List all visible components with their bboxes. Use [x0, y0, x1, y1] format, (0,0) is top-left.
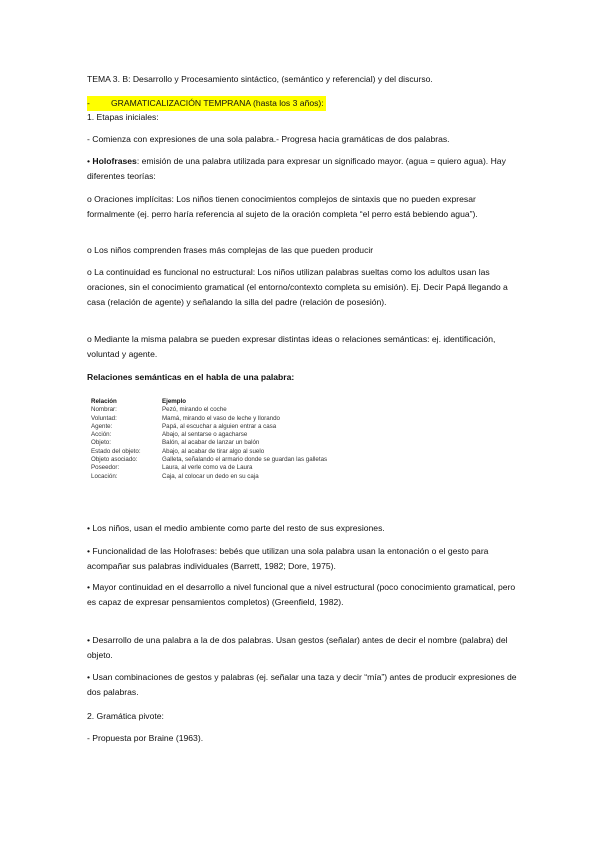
column-header: Ejemplo [162, 398, 187, 405]
bullet-funcionalidad-holofrases: • Funcionalidad de las Holofrases: bebés que utilizan una sola palabra usan la entonación o el gesto para acompañar sus palabras individuales (Barrett, 1982; Dore, 1975). [87, 546, 489, 571]
paragraph-intro: - Comienza con expresiones de una sola palabra.- Progresa hacia gramáticas de dos palabras. [87, 134, 450, 144]
section-heading-highlighted [87, 96, 326, 111]
holofrases-definition: : emisión de una palabra utilizada para expresar un significado mayor. (agua = quiero agua). Hay diferentes teorías: [87, 156, 506, 181]
relation-cell: Voluntad: [91, 414, 117, 422]
semantic-relations-table [91, 398, 402, 481]
document-title: TEMA 3. B: Desarrollo y Procesamiento sintáctico, (semántico y referencial) y del discurso. [87, 74, 433, 84]
table-row [91, 448, 402, 456]
table-row [91, 423, 402, 431]
table-row [91, 415, 402, 423]
relation-cell: Acción: [91, 431, 112, 439]
example-cell: Mamá, mirando el vaso de leche y llorando [162, 414, 280, 422]
relation-cell: Agente: [91, 422, 113, 430]
example-cell: Balón, al acabar de lanzar un balón [162, 439, 260, 447]
bullet: • [87, 156, 93, 166]
table-row [91, 456, 402, 464]
paragraph-holofrases [87, 154, 517, 184]
relation-cell: Nombrar: [91, 406, 117, 414]
table-row [91, 406, 402, 414]
example-cell: Pezó, mirando el coche [162, 406, 227, 414]
bullet-combinaciones-gestos: • Usan combinaciones de gestos y palabras (ej. señalar una taza y decir “mía”) antes de producir expresiones de dos palabras. [87, 672, 517, 697]
table-row [91, 464, 402, 472]
example-cell: Laura, al verle como va de Laura [162, 464, 253, 472]
heading-dash: - [87, 98, 90, 108]
theory-oraciones-implicitas: o Oraciones implícitas: Los niños tienen conocimientos complejos de sintaxis que no pueden expresar formalmente (ej. perro haría referencia al sujeto de la oración completa “el perro está bebiendo agua”). [87, 194, 478, 219]
example-cell: Abajo, al acabar de tirar algo al suelo [162, 447, 265, 455]
example-cell: Abajo, al sentarse o agacharse [162, 431, 248, 439]
list-item-1: 1. Etapas iniciales: [87, 112, 159, 122]
relation-cell: Poseedor: [91, 464, 120, 472]
relation-cell: Objeto asociado: [91, 456, 138, 464]
theory-continuidad-funcional: o La continuidad es funcional no estructural: Los niños utilizan palabras sueltas como los adultos usan las oraciones, sin el conocimiento gramatical (el entorno/contexto completa su emisión). Ej. Decir Papá llegando a casa (relación de agente) y señalando la silla del padre (relación de posesión). [87, 267, 508, 307]
relation-cell: Objeto: [91, 439, 111, 447]
example-cell: Papá, al escuchar a alguien entrar a casa [162, 422, 277, 430]
example-cell: Caja, al colocar un dedo en su caja [162, 472, 259, 480]
table-row [91, 431, 402, 439]
table-row [91, 473, 402, 481]
list-item-2: 2. Gramática pivote: [87, 711, 164, 721]
relation-cell: Estado del objeto: [91, 447, 141, 455]
theory-comprenden-frases: o Los niños comprenden frases más complejas de las que pueden producir [87, 245, 374, 255]
example-cell: Galleta, señalando el armario donde se guardan las galletas [162, 456, 328, 464]
relations-heading: Relaciones semánticas en el habla de una palabra: [87, 372, 295, 382]
table-row [91, 439, 402, 447]
column-header: Relación [91, 398, 117, 405]
paragraph-braine: - Propuesta por Braine (1963). [87, 733, 204, 743]
term-holofrases: Holofrases [92, 156, 137, 166]
bullet-medio-ambiente: • Los niños, usan el medio ambiente como parte del resto de sus expresiones. [87, 523, 385, 533]
relation-cell: Locación: [91, 472, 118, 480]
bullet-desarrollo-una-palabra: • Desarrollo de una palabra a la de dos palabras. Usan gestos (señalar) antes de decir el nombre (palabra) del objeto. [87, 635, 508, 660]
bullet-mayor-continuidad: • Mayor continuidad en el desarrollo a nivel funcional que a nivel estructural (poco conocimiento gramatical, pero es capaz de expresar pensamientos completos) (Greenfield, 1982). [87, 582, 516, 607]
table-header-row [91, 398, 402, 406]
heading-text: GRAMATICALIZACIÓN TEMPRANA (hasta los 3 años): [111, 98, 324, 108]
theory-misma-palabra: o Mediante la misma palabra se pueden expresar distintas ideas o relaciones semánticas: ej. identificación, voluntad y agente. [87, 334, 496, 359]
